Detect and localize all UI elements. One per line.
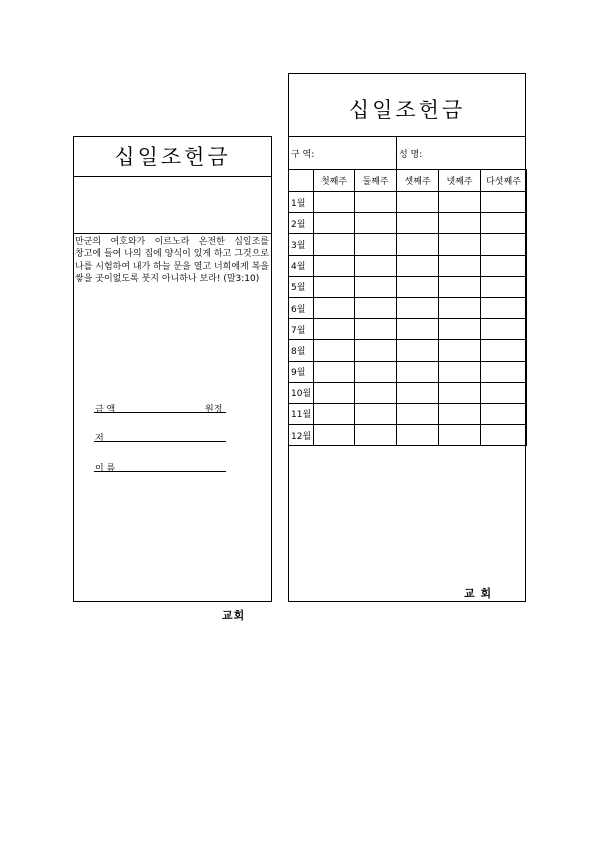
week-cell[interactable] [314,297,355,318]
week-cell[interactable] [481,276,527,297]
week-cell[interactable] [481,340,527,361]
week-cell[interactable] [397,213,439,234]
table-row [289,192,527,213]
column-header: 다섯째주 [481,170,527,192]
week-cell[interactable] [397,319,439,340]
table-row [289,297,527,318]
month-label: 10월 [289,382,314,403]
right-title-divider [288,136,526,137]
amount-label: 금 액 [95,405,116,415]
week-cell[interactable] [314,382,355,403]
month-label: 5월 [289,276,314,297]
month-label: 8월 [289,340,314,361]
week-cell[interactable] [439,425,481,446]
table-row [289,361,527,382]
week-cell[interactable] [439,276,481,297]
amount-underline[interactable] [94,412,226,413]
week-cell[interactable] [397,340,439,361]
week-cell[interactable] [481,213,527,234]
left-title: 십일조헌금 [114,145,231,169]
weekly-offering-table [288,169,527,446]
week-cell[interactable] [439,382,481,403]
week-cell[interactable] [314,234,355,255]
week-cell[interactable] [481,425,527,446]
week-cell[interactable] [397,234,439,255]
week-cell[interactable] [397,382,439,403]
table-header-row [289,170,527,192]
month-label: 9월 [289,361,314,382]
table-row [289,403,527,424]
week-cell[interactable] [355,297,397,318]
member-name-label: 성 명: [399,150,423,160]
week-cell[interactable] [439,234,481,255]
name-label: 이 름 [95,464,116,474]
right-info-separator [396,136,397,169]
week-cell[interactable] [355,319,397,340]
week-cell[interactable] [314,255,355,276]
week-cell[interactable] [439,255,481,276]
week-cell[interactable] [397,425,439,446]
week-cell[interactable] [355,213,397,234]
week-cell[interactable] [439,340,481,361]
week-cell[interactable] [314,403,355,424]
week-cell[interactable] [355,340,397,361]
column-header: 첫째주 [314,170,355,192]
week-cell[interactable] [314,192,355,213]
week-cell[interactable] [481,403,527,424]
week-cell[interactable] [439,361,481,382]
extra-underline[interactable] [94,441,226,442]
month-label: 2월 [289,213,314,234]
table-row [289,425,527,446]
week-cell[interactable] [439,213,481,234]
week-cell[interactable] [314,425,355,446]
week-cell[interactable] [397,297,439,318]
table-row [289,213,527,234]
week-cell[interactable] [314,213,355,234]
week-cell[interactable] [481,297,527,318]
left-blank-divider [73,233,272,234]
table-row [289,276,527,297]
week-cell[interactable] [397,403,439,424]
week-cell[interactable] [439,192,481,213]
table-row [289,340,527,361]
week-cell[interactable] [439,319,481,340]
week-cell[interactable] [355,255,397,276]
week-cell[interactable] [355,361,397,382]
week-cell[interactable] [397,276,439,297]
header-corner [289,170,314,192]
week-cell[interactable] [314,276,355,297]
week-cell[interactable] [397,192,439,213]
amount-unit-label: 원정 [205,405,223,415]
week-cell[interactable] [314,319,355,340]
week-cell[interactable] [397,361,439,382]
table-row [289,255,527,276]
week-cell[interactable] [355,425,397,446]
week-cell[interactable] [314,361,355,382]
week-cell[interactable] [439,297,481,318]
table-row [289,319,527,340]
table-row [289,382,527,403]
month-label: 12월 [289,425,314,446]
left-envelope [73,136,272,602]
week-cell[interactable] [439,403,481,424]
left-title-divider [73,176,272,177]
table-row [289,234,527,255]
week-cell[interactable] [481,361,527,382]
month-label: 3월 [289,234,314,255]
month-label: 11월 [289,403,314,424]
column-header: 넷째주 [439,170,481,192]
right-church-label: 교 회 [464,587,493,600]
name-underline[interactable] [94,471,226,472]
week-cell[interactable] [355,276,397,297]
week-cell[interactable] [355,234,397,255]
week-cell[interactable] [481,234,527,255]
scripture-verse: 만군의 여호와가 이르노라 온전한 십일조를 창고에 들여 나의 집에 양식이 있게 하고 그것으로 나를 시험하여 내가 하늘 문을 열고 너희에게 복을 쌓을 곳이없도록 붓지 아니하나 보라! (말3:10) [75,237,269,285]
right-title: 십일조헌금 [348,98,466,122]
week-cell[interactable] [481,319,527,340]
week-cell[interactable] [355,403,397,424]
month-label: 1월 [289,192,314,213]
district-label: 구 역: [291,150,315,160]
left-church-label: 교회 [222,609,246,622]
month-label: 6월 [289,297,314,318]
week-cell[interactable] [481,255,527,276]
month-label: 4월 [289,255,314,276]
week-cell[interactable] [481,382,527,403]
month-label: 7월 [289,319,314,340]
column-header: 둘째주 [355,170,397,192]
column-header: 셋째주 [397,170,439,192]
week-cell[interactable] [355,192,397,213]
week-cell[interactable] [314,340,355,361]
extra-label: 저 [95,434,104,444]
week-cell[interactable] [397,255,439,276]
week-cell[interactable] [355,382,397,403]
week-cell[interactable] [481,192,527,213]
